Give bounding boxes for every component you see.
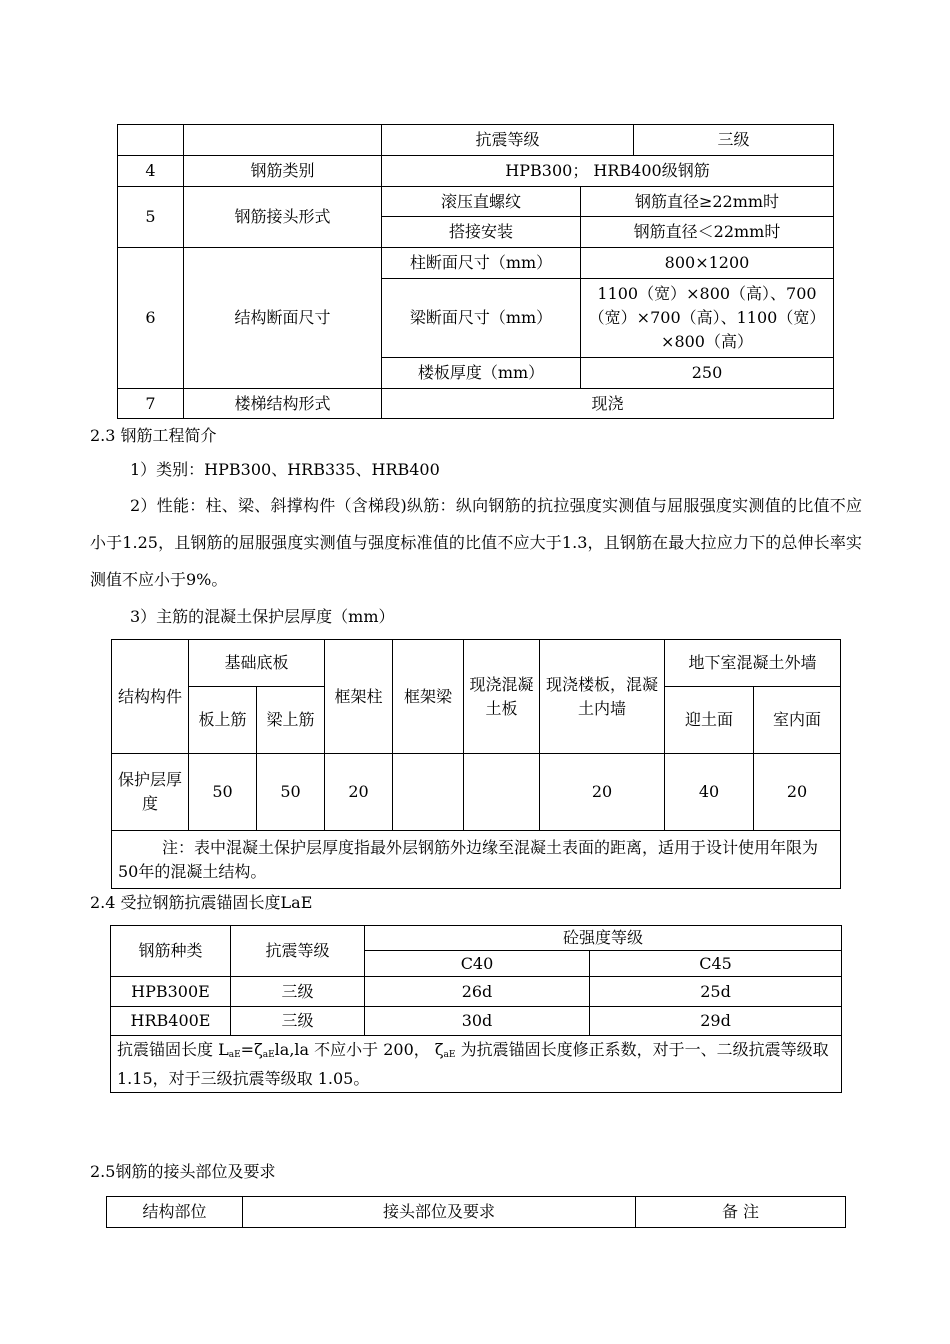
row-number: 6 xyxy=(118,248,184,389)
table-cell: HPB300E xyxy=(111,977,231,1007)
table-cell: 30d xyxy=(365,1007,590,1036)
splice-requirement-header: 接头部位及要求 xyxy=(243,1197,636,1228)
c40-header: C40 xyxy=(365,951,590,977)
table-cell: 20 xyxy=(540,754,665,831)
seismic-grade-header: 抗震等级 xyxy=(231,926,365,977)
splice-type-thread-condition: 钢筋直径≥22mm时 xyxy=(581,187,834,217)
cast-floor-header: 现浇楼板，混凝土内墙 xyxy=(540,640,665,754)
cover-note: 注：表中混凝土保护层厚度指最外层钢筋外边缘至混凝土表面的距离，适用于设计使用年限为50年的混凝土结构。 xyxy=(112,831,841,889)
concrete-strength-header: 砼强度等级 xyxy=(365,926,842,951)
splice-location-table xyxy=(106,1196,846,1228)
slab-thickness-label: 楼板厚度（mm） xyxy=(382,358,581,389)
section-heading: 2.3 钢筋工程简介 xyxy=(90,426,217,445)
column-section-value: 800×1200 xyxy=(581,248,834,279)
table-cell xyxy=(464,754,540,831)
note-text: la,la 不应小于 200， ζ xyxy=(274,1040,444,1059)
table-cell: 20 xyxy=(325,754,393,831)
section-size-label: 结构断面尺寸 xyxy=(184,248,382,389)
indoor-side-header: 室内面 xyxy=(754,687,841,754)
header-blank-name xyxy=(184,125,382,156)
splice-type-lap: 搭接安装 xyxy=(382,217,581,248)
anchorage-note xyxy=(111,1036,842,1093)
list-item: 1）类别：HPB300、HRB335、HRB400 xyxy=(130,460,440,479)
structure-part-header: 结构部位 xyxy=(107,1197,243,1228)
note-text: 为抗震锚固长度修正系数，对于一、二级抗震等级取 1.15，对于三级抗震等级取 1.05。 xyxy=(117,1040,829,1088)
table-cell xyxy=(393,754,464,831)
table-cell: 25d xyxy=(590,977,842,1007)
note-text: 抗震锚固长度 L xyxy=(117,1040,229,1059)
row-number: 7 xyxy=(118,389,184,419)
list-item: 2）性能：柱、梁、斜撑构件（含梯段)纵筋：纵向钢筋的抗拉强度实测值与屈服强度实测值的比值不应小于1.25，且钢筋的屈服强度实测值与强度标准值的比值不应大于1.3，且钢筋在最大拉应力下的总伸长率实测值不应小于9%。 xyxy=(90,496,862,589)
frame-column-header: 框架柱 xyxy=(325,640,393,754)
seismic-grade-value: 三级 xyxy=(634,125,834,156)
rebar-type-header: 钢筋种类 xyxy=(111,926,231,977)
c45-header: C45 xyxy=(590,951,842,977)
splice-type-label: 钢筋接头形式 xyxy=(184,187,382,248)
table-cell: 20 xyxy=(754,754,841,831)
table-cell: 三级 xyxy=(231,1007,365,1036)
cast-slab-header: 现浇混凝土板 xyxy=(464,640,540,754)
note-text: =ζ xyxy=(240,1040,263,1059)
table-cell: 50 xyxy=(257,754,325,831)
column-section-label: 柱断面尺寸（mm） xyxy=(382,248,581,279)
soil-side-header: 迎土面 xyxy=(665,687,754,754)
splice-type-lap-condition: 钢筋直径＜22mm时 xyxy=(581,217,834,248)
table-cell: 40 xyxy=(665,754,754,831)
stair-structure-label: 楼梯结构形式 xyxy=(184,389,382,419)
anchorage-length-table xyxy=(110,925,842,1093)
slab-thickness-value: 250 xyxy=(581,358,834,389)
beam-top-header: 梁上筋 xyxy=(257,687,325,754)
section-heading: 2.4 受拉钢筋抗震锚固长度LaE xyxy=(90,893,313,912)
basement-wall-header: 地下室混凝土外墙 xyxy=(665,640,841,687)
note-subscript: aE xyxy=(262,1050,275,1060)
note-subscript: aE xyxy=(443,1050,456,1060)
table-cell: HRB400E xyxy=(111,1007,231,1036)
table-cell: 三级 xyxy=(231,977,365,1007)
splice-type-thread: 滚压直螺纹 xyxy=(382,187,581,217)
frame-beam-header: 框架梁 xyxy=(393,640,464,754)
cover-thickness-table xyxy=(111,639,841,889)
seismic-grade-label: 抗震等级 xyxy=(382,125,634,156)
list-item: 3）主筋的混凝土保护层厚度（mm） xyxy=(130,607,395,626)
row-number: 4 xyxy=(118,156,184,187)
table-cell: 26d xyxy=(365,977,590,1007)
section-heading: 2.5钢筋的接头部位及要求 xyxy=(90,1162,276,1181)
project-info-table xyxy=(117,124,834,419)
header-blank-no xyxy=(118,125,184,156)
beam-section-label: 梁断面尺寸（mm） xyxy=(382,279,581,358)
row-number: 5 xyxy=(118,187,184,248)
beam-section-value: 1100（宽）×800（高）、700（宽）×700（高）、1100（宽）×800（高） xyxy=(581,279,834,358)
note-subscript: aE xyxy=(228,1050,241,1060)
table-cell: 50 xyxy=(189,754,257,831)
cover-thickness-label: 保护层厚度 xyxy=(112,754,189,831)
slab-top-header: 板上筋 xyxy=(189,687,257,754)
stair-structure-value: 现浇 xyxy=(382,389,834,419)
remark-header: 备 注 xyxy=(636,1197,846,1228)
foundation-header: 基础底板 xyxy=(189,640,325,687)
structure-member-header: 结构构件 xyxy=(112,640,189,754)
rebar-category-value: HPB300； HRB400级钢筋 xyxy=(382,156,834,187)
table-cell: 29d xyxy=(590,1007,842,1036)
rebar-category-label: 钢筋类别 xyxy=(184,156,382,187)
